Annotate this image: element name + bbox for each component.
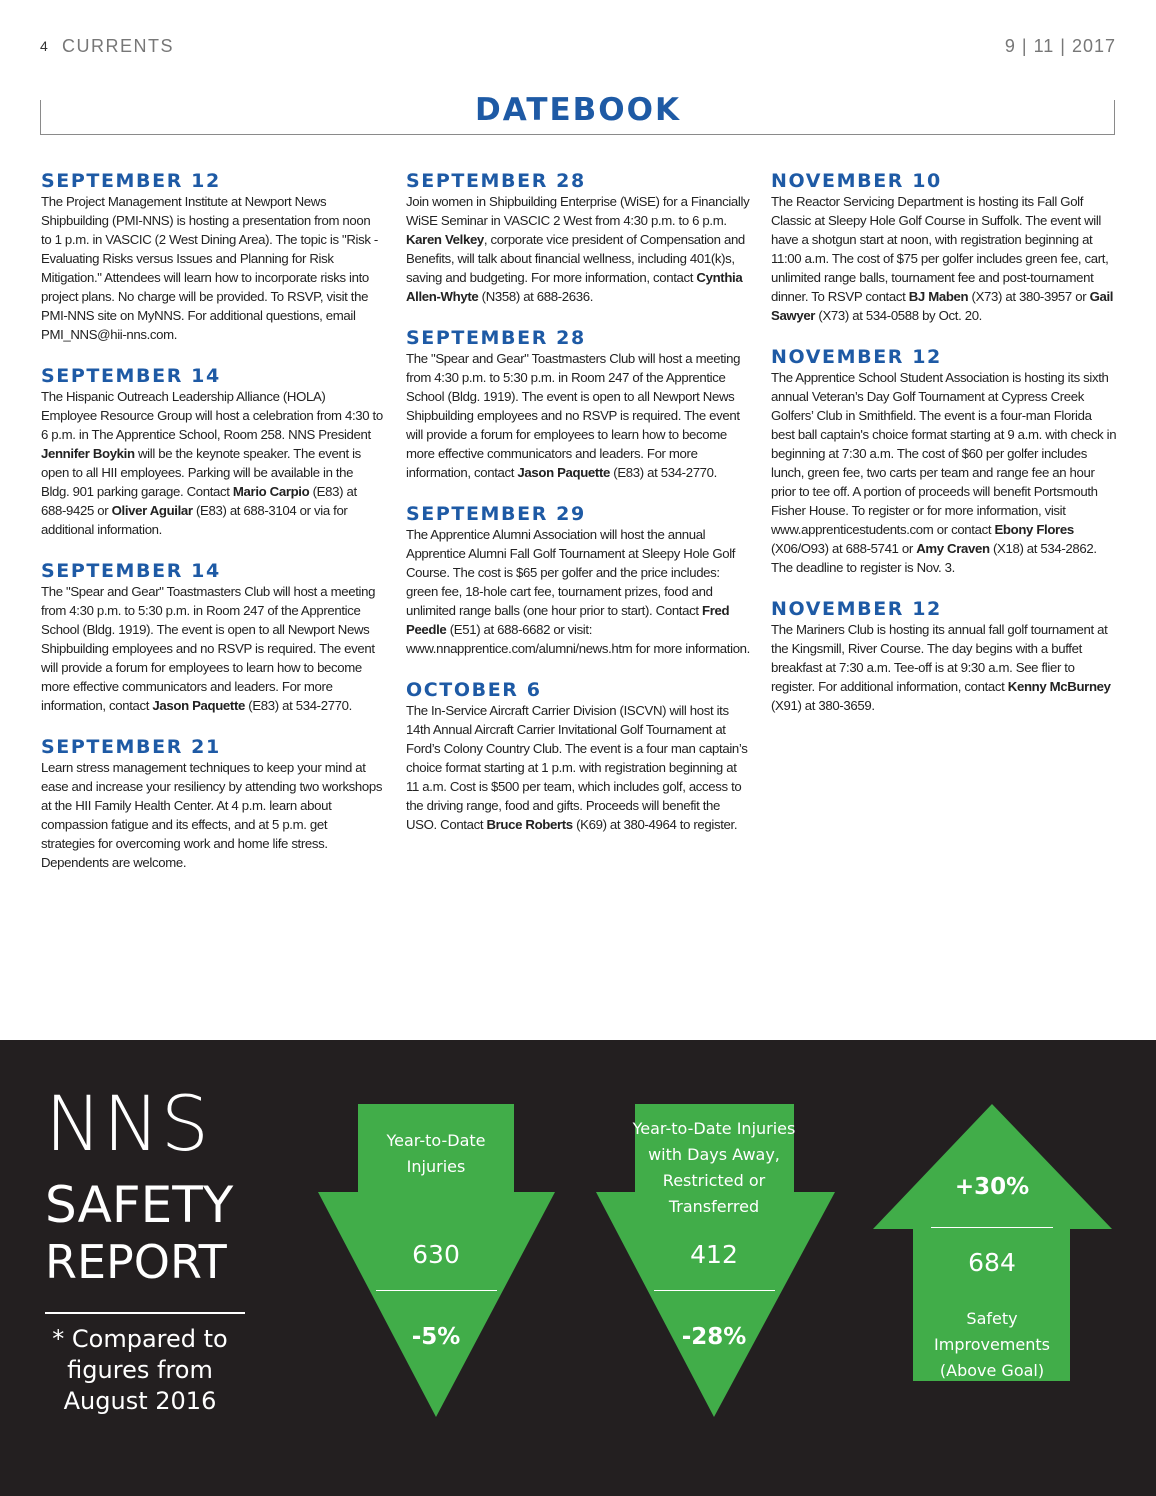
contact-name: Fred Peedle <box>406 603 730 637</box>
metric-change: -28% <box>681 1324 747 1350</box>
comparison-note: * Compared to figures from August 2016 <box>52 1325 228 1415</box>
event-description: The Project Management Institute at Newport News Shipbuilding (PMI-NNS) is hosting a presentation from noon to 1 p.m. in VASCIC (2 West Dining Area). The topic is "Risk - Evaluating Risks versus Issues and Planning for Risk Mitigation." Attendees will learn how to incorporate risks into project plans. No charge will be provided. To RSVP, visit the PMI-NNS site on MyNNS. For additional questions, email PMI_NNS@hii-nns.com. <box>41 194 378 342</box>
metric-value: 630 <box>412 1240 460 1269</box>
event-description: The "Spear and Gear" Toastmasters Club will host a meeting from 4:30 p.m. to 5:30 p.m. in Room 247 of the Apprentice School (Bldg. 1919). The event is open to all Newport News Shipbuilding employees and no RSVP is required. The event will provide a forum for employees to learn how to become more effective communicators and leaders. For more information, contact Jason Paquette (E83) at 534-2770. <box>41 584 376 713</box>
event-entry <box>41 736 383 872</box>
contact-name: Ebony Flores <box>994 522 1074 537</box>
metric-divider <box>931 1227 1053 1228</box>
event-date: NOVEMBER 12 <box>771 346 942 368</box>
page-number: 4 <box>40 38 48 54</box>
contact-name: Cynthia Allen-Whyte <box>406 270 743 304</box>
event-description: The Mariners Club is hosting its annual fall golf tournament at the Kingsmill, River Course. The day begins with a buffet breakfast at 7:30 a.m. Tee-off is at 9:30 a.m. See flier to register. For additional information, contact Kenny McBurney (X91) at 380-3659. <box>771 622 1111 713</box>
event-description: The Apprentice Alumni Association will host the annual Apprentice Alumni Fall Golf Tournament at Sleepy Hole Golf Course. The cost is $65 per golfer and the price includes: green fee, 18-hole cart fee, tournament prizes, food and unlimited range balls (one hour prior to start). Contact Fred Peedle (E51) at 688-6682 or visit: www.nnapprentice.com/alumni/news.htm for more information. <box>406 527 750 656</box>
event-date: SEPTEMBER 28 <box>406 170 586 192</box>
event-entry <box>406 503 752 658</box>
contact-name: Mario Carpio <box>232 484 310 499</box>
event-date: SEPTEMBER 29 <box>406 503 586 525</box>
event-date: NOVEMBER 10 <box>771 170 942 192</box>
contact-name: BJ Maben <box>908 289 969 304</box>
event-entry <box>406 679 752 834</box>
event-description: The Hispanic Outreach Leadership Alliance (HOLA) Employee Resource Group will host a celebration from 4:30 to 6 p.m. in The Apprentice School, Room 258. NNS President Jennifer Boykin will be the keynote speaker. The event is open to all HII employees. Parking will be available in the Bldg. 901 parking garage. Contact Mario Carpio (E83) at 688-9425 or Oliver Aguilar (E83) at 688-3104 or via for additional information. <box>41 389 383 537</box>
event-date: OCTOBER 6 <box>406 679 542 701</box>
event-entry <box>771 346 1117 577</box>
event-date: SEPTEMBER 28 <box>406 327 586 349</box>
event-entry <box>771 598 1117 715</box>
metric-value: 684 <box>968 1248 1016 1277</box>
issue-date: 9 | 11 | 2017 <box>1004 36 1116 56</box>
contact-name: Oliver Aguilar <box>111 503 193 518</box>
contact-name: Jason Paquette <box>517 465 610 480</box>
datebook-column-2 <box>406 170 752 855</box>
publication-name: CURRENTS <box>62 36 175 56</box>
safety-report-panel <box>0 1040 1156 1496</box>
metric-change: -5% <box>411 1324 461 1350</box>
metric-label: Safety Improvements (Above Goal) <box>934 1309 1050 1380</box>
contact-name: Kenny McBurney <box>1007 679 1111 694</box>
metric-divider <box>654 1290 775 1291</box>
event-date: NOVEMBER 12 <box>771 598 942 620</box>
event-entry <box>406 327 752 482</box>
event-date: SEPTEMBER 14 <box>41 560 221 582</box>
page-header <box>40 36 1116 62</box>
event-entry <box>41 365 383 539</box>
event-date: SEPTEMBER 21 <box>41 736 221 758</box>
event-entry <box>771 170 1117 325</box>
datebook-column-1 <box>41 170 383 893</box>
datebook-title: DATEBOOK <box>475 92 681 128</box>
contact-name: Jason Paquette <box>152 698 245 713</box>
safety-title-report: REPORT <box>45 1235 227 1289</box>
metric-value: 412 <box>690 1240 738 1269</box>
datebook-column-3 <box>771 170 1117 736</box>
contact-name: Bruce Roberts <box>486 817 573 832</box>
event-description: Learn stress management techniques to keep your mind at ease and increase your resiliency by attending two workshops at the HII Family Health Center. At 4 p.m. learn about compassion fatigue and its effects, and at 5 p.m. get strategies for overcoming work and home life stress. Dependents are welcome. <box>41 760 383 870</box>
contact-name: Gail Sawyer <box>771 289 1114 323</box>
contact-name: Karen Velkey <box>406 232 484 247</box>
metric-change: +30% <box>954 1174 1030 1200</box>
event-date: SEPTEMBER 14 <box>41 365 221 387</box>
metric-label: Year-to-Date Injuries with Days Away, Restricted or Transferred <box>632 1119 796 1216</box>
event-entry <box>41 560 383 715</box>
event-description: The Reactor Servicing Department is hosting its Fall Golf Classic at Sleepy Hole Golf Course in Suffolk. The event will have a shotgun start at noon, with registration beginning at 11:00 a.m. The cost of $75 per golfer includes green fee, cart, unlimited range balls, tournament fee and post-tournament dinner. To RSVP contact BJ Maben (X73) at 380-3957 or Gail Sawyer (X73) at 534-0588 by Oct. 20. <box>771 194 1114 323</box>
metric-divider <box>376 1290 497 1291</box>
event-description: Join women in Shipbuilding Enterprise (WiSE) for a Financially WiSE Seminar in VASCIC 2 West from 4:30 p.m. to 6 p.m. Karen Velkey, corporate vice president of Compensation and Benefits, will talk about financial wellness, including 401(k)s, saving and budgeting. For more information, contact Cynthia Allen-Whyte (N358) at 688-2636. <box>406 194 750 304</box>
event-entry <box>406 170 752 306</box>
event-description: The Apprentice School Student Association is hosting its sixth annual Veteran’s Day Golf Tournament at Cypress Creek Golfers’ Club in Smithfield. The event is a four-man Florida best ball captain's choice format starting at 9 a.m. with check in beginning at 7:30 a.m. The cost of $60 per golfer includes lunch, green fee, two carts per team and range fee an hour prior to tee off. A portion of proceeds will benefit Portsmouth Fisher House. To register or for more information, visit www.apprenticestudents.com or contact Ebony Flores (X06/O93) at 688-5741 or Amy Craven (X18) at 534-2862. The deadline to register is Nov. 3. <box>771 370 1117 575</box>
event-description: The In-Service Aircraft Carrier Division (ISCVN) will host its 14th Annual Aircraft Carrier Invitational Golf Tournament at Ford’s Colony Country Club. The event is a four man captain’s choice format starting at 1 p.m. with registration beginning at 11 a.m. Cost is $500 per team, which includes golf, access to the driving range, food and gifts. Proceeds will benefit the USO. Contact Bruce Roberts (K69) at 380-4964 to register. <box>406 703 748 832</box>
event-description: The "Spear and Gear" Toastmasters Club will host a meeting from 4:30 p.m. to 5:30 p.m. in Room 247 of the Apprentice School (Bldg. 1919). The event is open to all Newport News Shipbuilding employees and no RSVP is required. The event will provide a forum for employees to learn how to become more effective communicators and leaders. For more information, contact Jason Paquette (E83) at 534-2770. <box>406 351 741 480</box>
event-entry <box>41 170 383 344</box>
event-date: SEPTEMBER 12 <box>41 170 221 192</box>
contact-name: Jennifer Boykin <box>41 446 135 461</box>
safety-title-safety: SAFETY <box>45 1176 234 1234</box>
metric-label: Year-to-Date Injuries <box>386 1131 486 1176</box>
contact-name: Amy Craven <box>916 541 990 556</box>
safety-title-nns: NNS <box>45 1079 210 1168</box>
